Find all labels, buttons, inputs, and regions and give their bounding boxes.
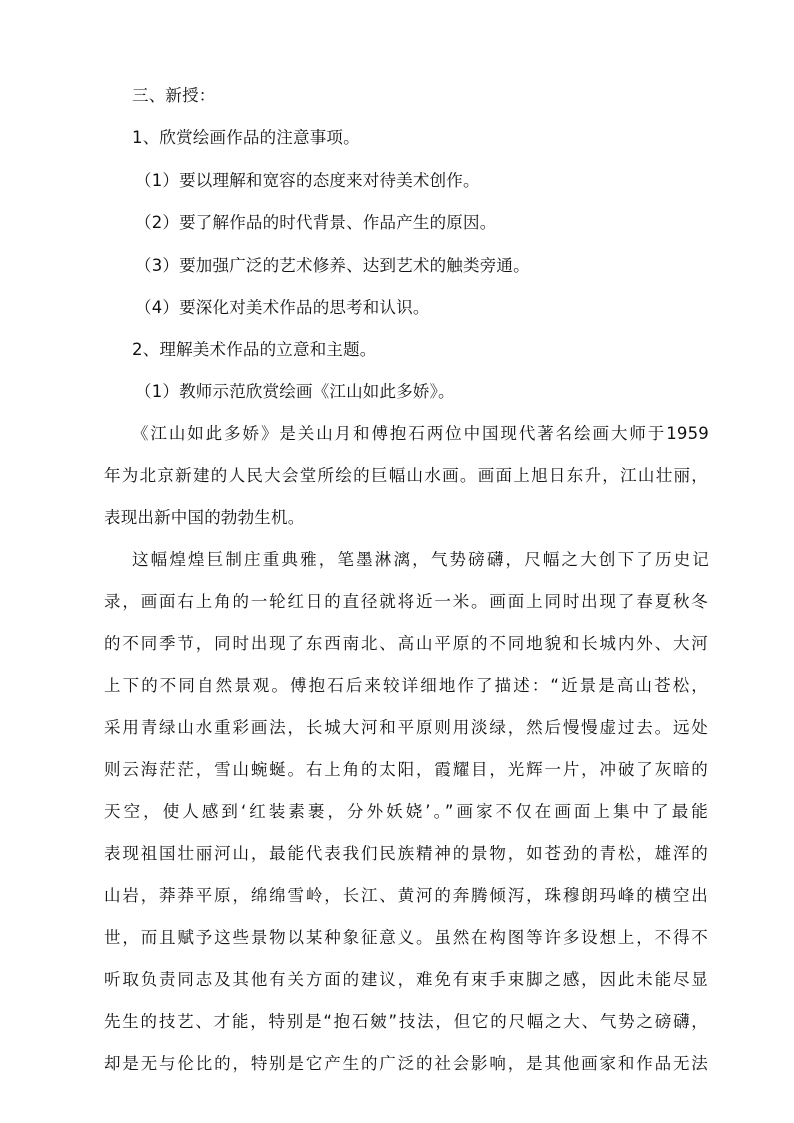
section-heading: 三、新授： [132, 86, 216, 105]
paragraph-line: 上下的不同自然景观。傅抱石后来较详细地作了描述：“近景是高山苍松， [104, 676, 708, 695]
paragraph-line: 先生的技艺、才能，特别是“抱石皴”技法，但它的尺幅之大、气势之磅礴， [104, 1012, 708, 1031]
paragraph-line: 表现出新中国的勃勃生机。 [104, 508, 305, 527]
paragraph-line: 世，而且赋予这些景物以某种象征意义。虽然在构图等许多设想上，不得不 [104, 928, 708, 947]
paragraph-line: 录，画面右上角的一轮红日的直径就将近一米。画面上同时出现了春夏秋冬 [104, 592, 708, 611]
numbered-item: 2、理解美术作品的立意和主题。 [132, 340, 377, 359]
paragraph-line: 的不同季节，同时出现了东西南北、高山平原的不同地貌和长城内外、大河 [104, 634, 708, 653]
sub-item: （1）教师示范欣赏绘画《江山如此多娇》。 [135, 382, 455, 401]
paragraph-line: 听取负责同志及其他有关方面的建议，难免有束手束脚之感，因此未能尽显 [104, 970, 708, 989]
sub-item: （2）要了解作品的时代背景、作品产生的原因。 [135, 213, 497, 232]
paragraph-line: 采用青绿山水重彩画法，长城大河和平原则用淡绿，然后慢慢虚过去。远处 [104, 718, 708, 737]
paragraph-line: 《江山如此多娇》是关山月和傅抱石两位中国现代著名绘画大师于1959 [132, 424, 709, 443]
sub-item: （3）要加强广泛的艺术修养、达到艺术的触类旁通。 [135, 256, 530, 275]
sub-item: （4）要深化对美术作品的思考和认识。 [135, 298, 430, 317]
paragraph-line: 表现祖国壮丽河山，最能代表我们民族精神的景物，如苍劲的青松，雄浑的 [104, 844, 708, 863]
sub-item: （1）要以理解和宽容的态度来对待美术创作。 [135, 171, 480, 190]
paragraph-line: 则云海茫茫，雪山蜿蜒。右上角的太阳，霞耀目，光辉一片，冲破了灰暗的 [104, 760, 708, 779]
paragraph-line: 年为北京新建的人民大会堂所绘的巨幅山水画。画面上旭日东升，江山壮丽， [104, 466, 708, 485]
paragraph-line: 山岩，莽莽平原，绵绵雪岭，长江、黄河的奔腾倾泻，珠穆朗玛峰的横空出 [104, 886, 708, 905]
paragraph-line: 这幅煌煌巨制庄重典雅，笔墨淋漓，气势磅礴，尺幅之大创下了历史记 [132, 550, 709, 569]
numbered-item: 1、欣赏绘画作品的注意事项。 [132, 128, 360, 147]
paragraph-line: 天空，使人感到‘红装素裹，分外妖娆’。”画家不仅在画面上集中了最能 [104, 802, 708, 821]
paragraph-line: 却是无与伦比的，特别是它产生的广泛的社会影响，是其他画家和作品无法 [104, 1054, 708, 1073]
